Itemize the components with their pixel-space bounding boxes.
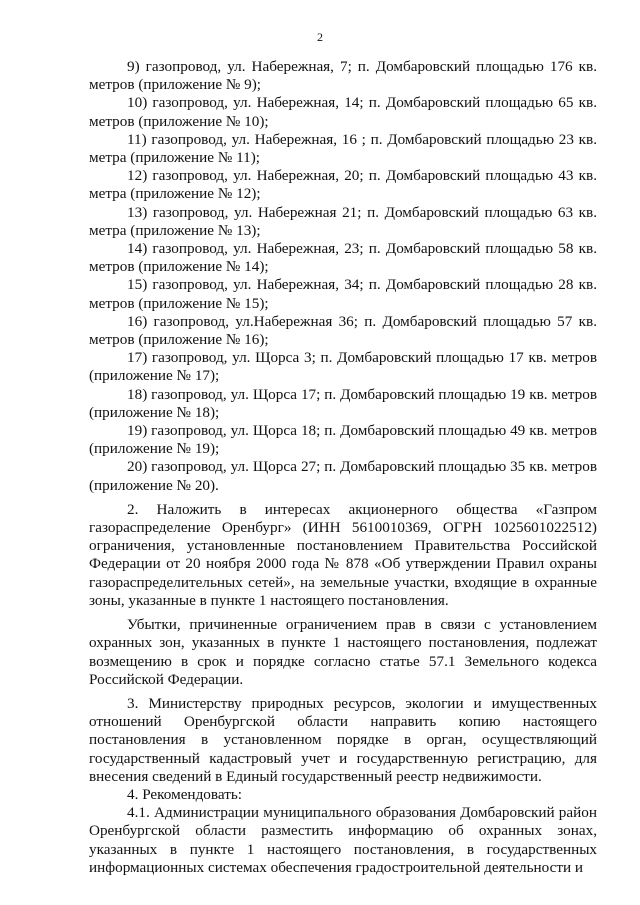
paragraph-losses: Убытки, причиненные ограничением прав в связи с установлением охранных зон, указанных в пункте 1 настоящего постановления, подлежат возмещению в срок и порядке согласно статье 57.1 Земельного кодекса Российской Федерации.: [89, 616, 597, 688]
list-item: 9) газопровод, ул. Набережная, 7; п. Домбаровский площадью 176 кв. метров (приложение № 9);: [89, 58, 597, 94]
list-item: 17) газопровод, ул. Щорса 3; п. Домбаровский площадью 17 кв. метров (приложение № 17);: [89, 349, 597, 385]
list-item: 19) газопровод, ул. Щорса 18; п. Домбаровский площадью 49 кв. метров (приложение № 19);: [89, 422, 597, 458]
list-item: 15) газопровод, ул. Набережная, 34; п. Домбаровский площадью 28 кв. метров (приложение № 15);: [89, 276, 597, 312]
list-item: 12) газопровод, ул. Набережная, 20; п. Домбаровский площадью 43 кв. метра (приложение № 12);: [89, 167, 597, 203]
list-item: 14) газопровод, ул. Набережная, 23; п. Домбаровский площадью 58 кв. метров (приложение № 14);: [89, 240, 597, 276]
list-item: 16) газопровод, ул.Набережная 36; п. Домбаровский площадью 57 кв. метров (приложение № 16);: [89, 312, 597, 349]
list-item: 20) газопровод, ул. Щорса 27; п. Домбаровский площадью 35 кв. метров (приложение № 20).: [89, 458, 597, 494]
list-item: 11) газопровод, ул. Набережная, 16 ; п. Домбаровский площадью 23 кв. метра (приложение № 11);: [89, 130, 597, 167]
paragraph-2: 2. Наложить в интересах акционерного общества «Газпром газораспределение Оренбург» (ИНН 5610010369, ОГРН 1025601022512) ограничения, установленные постановлением Правительства Российской Федерации от 20 ноября 2000 года № 878 «Об утверждении Правил охраны газораспределительных сетей», на земельные участки, входящие в охранные зоны, указанные в пункте 1 настоящего постановления.: [89, 500, 597, 609]
paragraph-4: 4. Рекомендовать:: [127, 785, 242, 803]
paragraph-4-1: 4.1. Администрации муниципального образования Домбаровский район Оренбургской области разместить информацию об охранных зонах, указанных в пункте 1 настоящего постановления, в государственных информационных системах обеспечения градостроительной деятельности и: [89, 804, 597, 876]
paragraph-3: 3. Министерству природных ресурсов, экологии и имущественных отношений Оренбургской области направить копию настоящего постановления в установленном порядке в орган, осуществляющий государственный кадастровый учет и государственную регистрацию, для внесения сведений в Единый государственный реестр недвижимости.: [89, 694, 597, 785]
list-item: 10) газопровод, ул. Набережная, 14; п. Домбаровский площадью 65 кв. метров (приложение № 10);: [89, 94, 597, 130]
document-body: [89, 58, 597, 877]
list-item: 18) газопровод, ул. Щорса 17; п. Домбаровский площадью 19 кв. метров (приложение № 18);: [89, 385, 597, 421]
page-number: 2: [317, 30, 323, 44]
list-item: 13) газопровод, ул. Набережная 21; п. Домбаровский площадью 63 кв. метра (приложение № 13);: [89, 203, 597, 239]
